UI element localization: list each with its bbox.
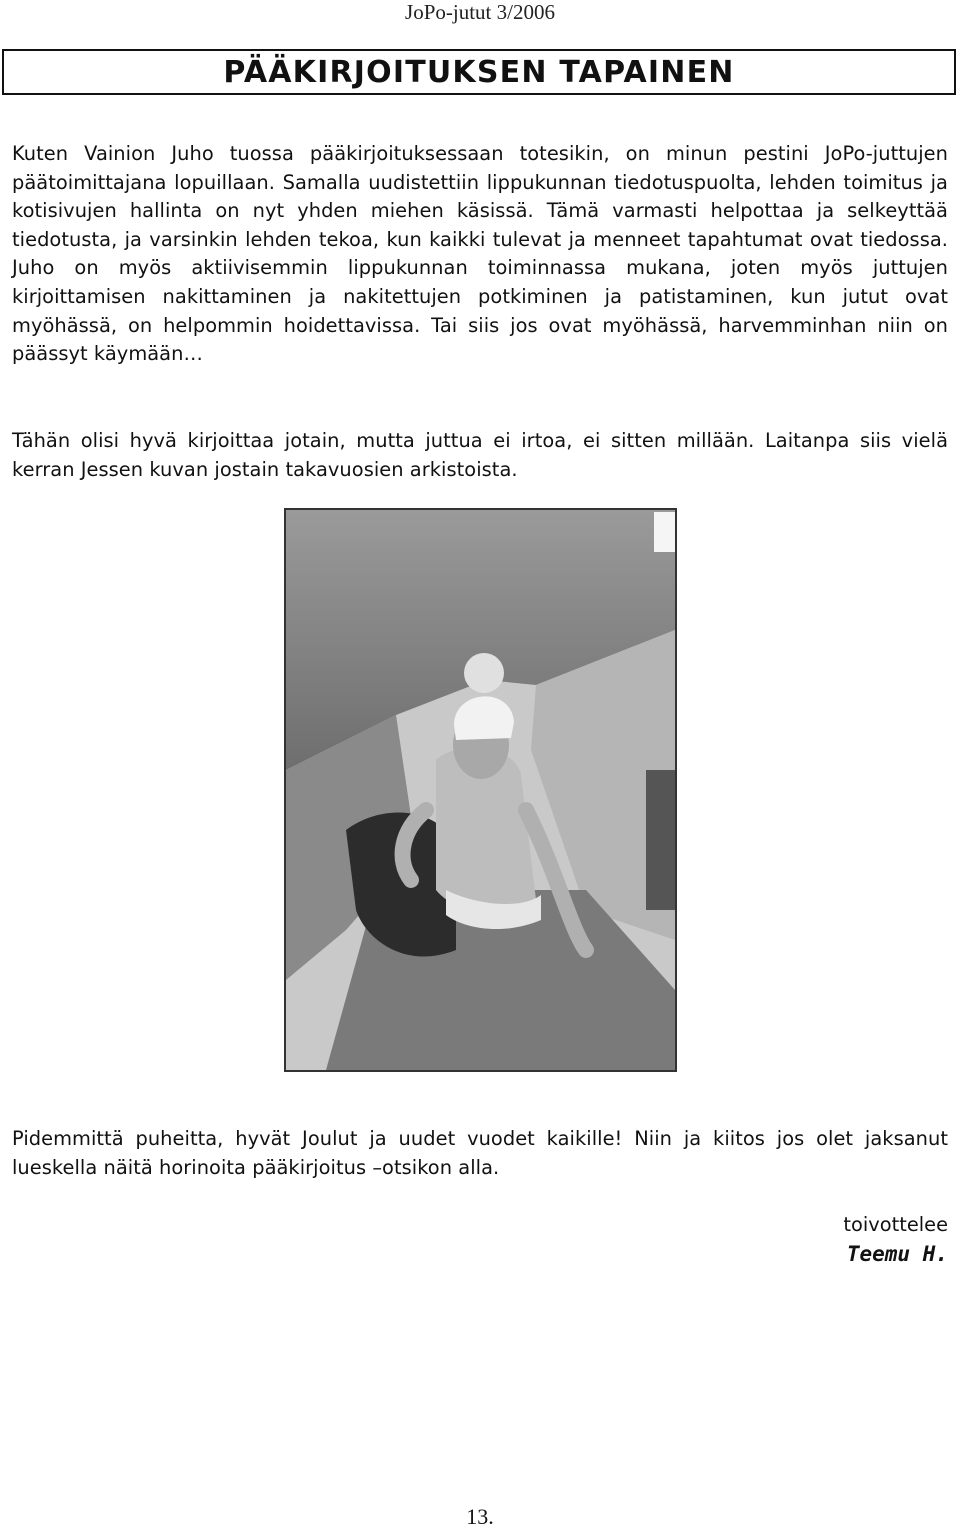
photo-corner-tear	[654, 512, 675, 552]
backpack	[646, 770, 675, 910]
article-paragraph-3: Pidemmittä puheitta, hyvät Joulut ja uudet vuodet kaikille! Niin ja kiitos jos olet jaksanut lueskella näitä horinoita pääkirjoitus –otsikon alla.	[12, 1127, 948, 1179]
title-box	[2, 49, 956, 95]
article-photo	[284, 508, 677, 1072]
article-paragraph-2: Tähän olisi hyvä kirjoittaa jotain, mutta juttua ei irtoa, ei sitten millään. Laitanpa siis vielä kerran Jessen kuvan jostain takavuosien arkistoista.	[12, 429, 948, 481]
publication-header: JoPo-jutut 3/2006	[405, 0, 555, 24]
photo-illustration	[286, 510, 675, 1070]
signature-verb: toivottelee	[843, 1213, 948, 1236]
signature-name: Teemu H.	[846, 1242, 948, 1266]
cap-pompom	[464, 653, 504, 693]
article-paragraph-1: Kuten Vainion Juho tuossa pääkirjoituksessaan totesikin, on minun pestini JoPo-juttujen päätoimittajana lopuillaan. Samalla uudistettiin lippukunnan tiedotuspuolta, lehden toimitus ja kotisivujen hallinta on nyt yhden miehen käsissä. Tämä varmasti helpottaa ja selkeyttää tiedotusta, ja varsinkin lehden tekoa, kun kaikki tulevat ja menneet tapahtumat ovat tiedossa. Juho on myös aktiivisemmin lippukunnan toiminnassa mukana, joten myös juttujen kirjoittamisen nakittaminen ja nakitettujen potkiminen ja patistaminen, kun jutut ovat myöhässä, on helpommin hoidettavissa. Tai siis jos ovat myöhässä, harvemminhan niin on päässyt käymään…	[12, 142, 948, 366]
page-number: 13.	[466, 1504, 494, 1529]
article-title: PÄÄKIRJOITUKSEN TAPAINEN	[223, 54, 735, 90]
